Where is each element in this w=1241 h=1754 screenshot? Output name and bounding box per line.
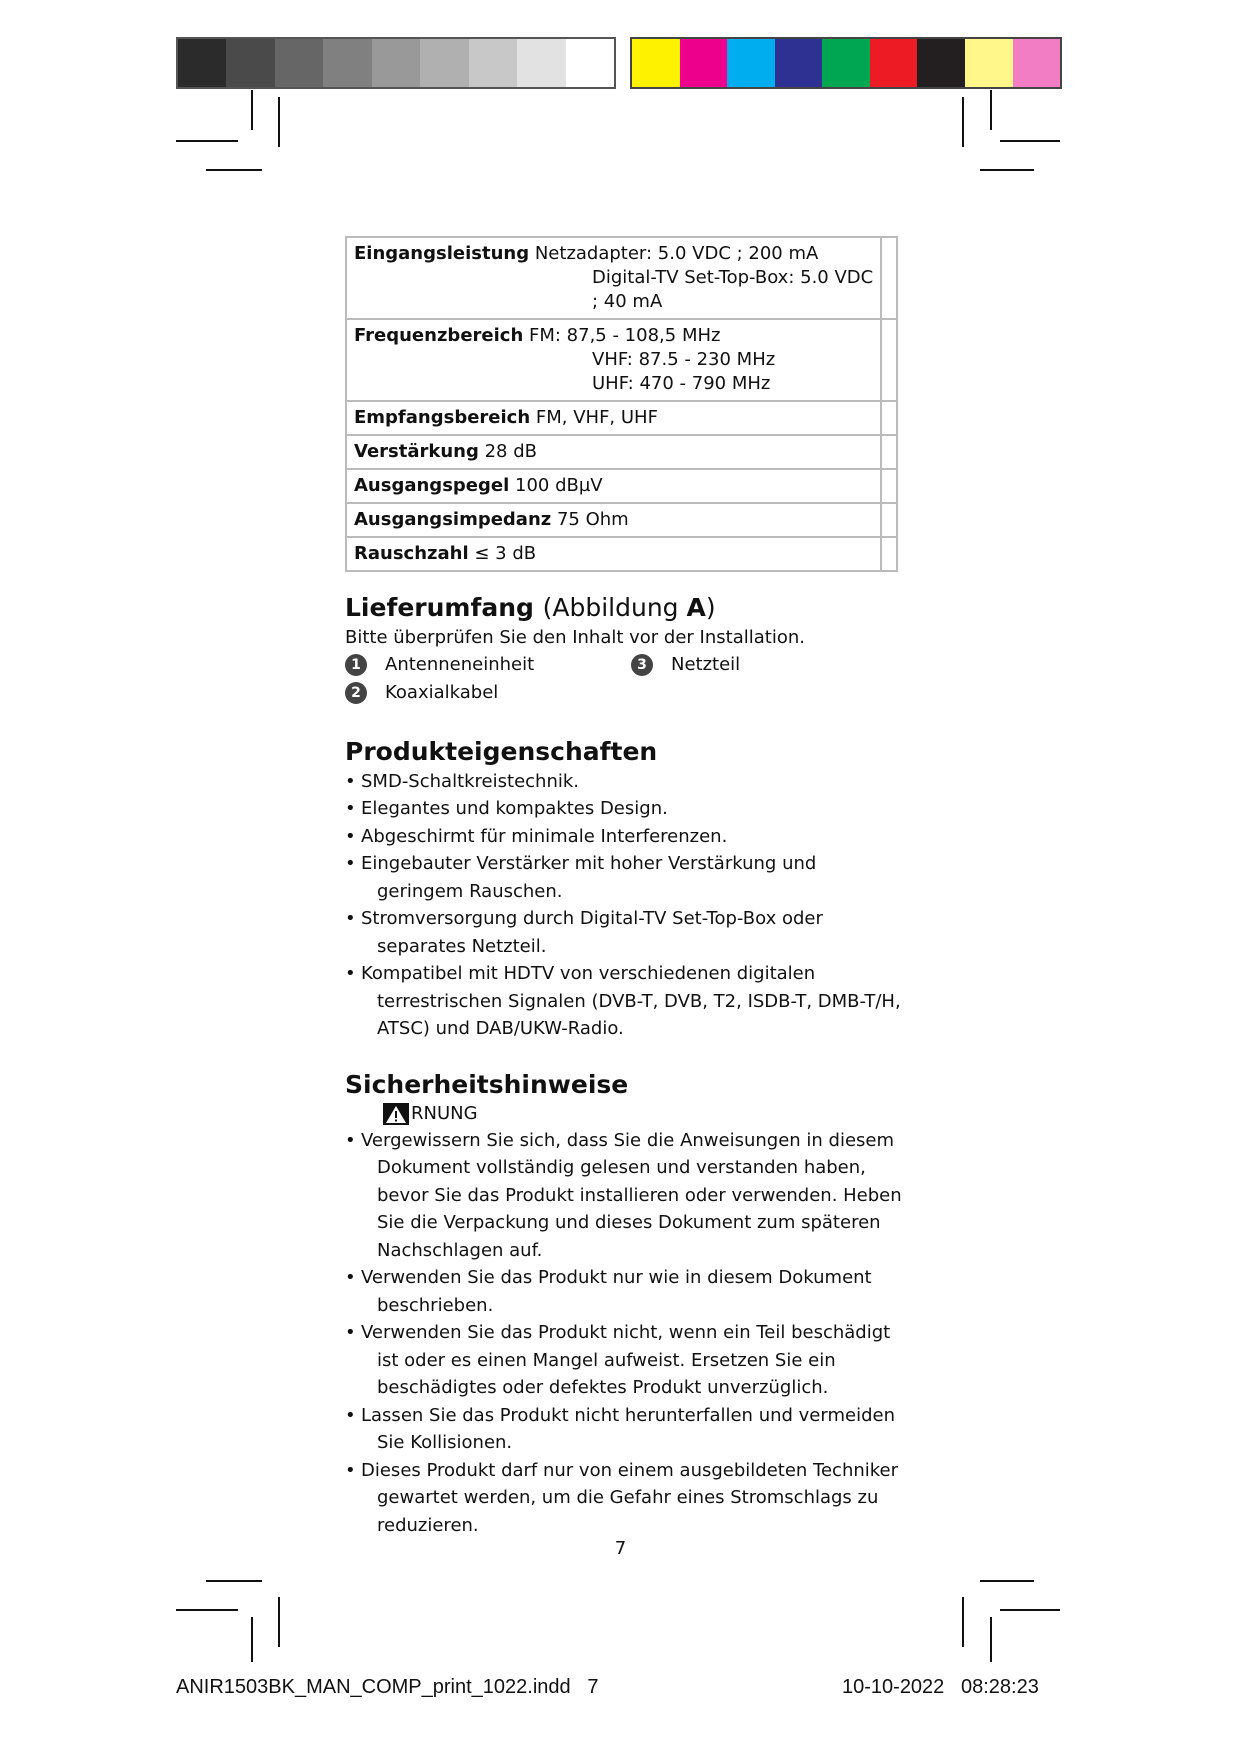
crop-mark xyxy=(962,97,964,147)
crop-mark xyxy=(990,90,992,130)
table-row xyxy=(346,435,897,469)
crop-mark xyxy=(980,1580,1034,1582)
spec-label: Frequenzbereich xyxy=(354,325,524,346)
page-content xyxy=(345,236,905,1539)
spec-cell-empty xyxy=(881,401,897,435)
spec-cell xyxy=(346,435,881,469)
spec-cell-empty xyxy=(881,537,897,571)
list-item: • Dieses Produkt darf nur von einem ausgebildeten Techniker gewartet werden, um die Gefahr eines Stromschlags zu reduzieren. xyxy=(345,1457,905,1540)
spec-extra: VHF: 87.5 - 230 MHz xyxy=(592,349,776,370)
spec-label: Rauschzahl xyxy=(354,543,469,564)
spec-value: ≤ 3 dB xyxy=(474,543,537,564)
warning-icon xyxy=(383,1103,409,1125)
crop-mark xyxy=(990,1617,992,1662)
spec-value: Netzadapter: 5.0 VDC ; 200 mA xyxy=(534,243,819,264)
crop-mark xyxy=(278,1597,280,1647)
footer-file: ANIR1503BK_MAN_COMP_print_1022.indd 7 xyxy=(176,1676,599,1698)
table-row xyxy=(346,319,897,401)
list-item: • Elegantes und kompaktes Design. xyxy=(345,795,905,823)
spec-cell-empty xyxy=(881,503,897,537)
crop-mark xyxy=(206,1580,262,1582)
crop-mark xyxy=(176,140,238,142)
left-margin xyxy=(0,0,176,1754)
spec-cell xyxy=(346,503,881,537)
spec-value: FM: 87,5 - 108,5 MHz xyxy=(529,325,721,346)
spec-cell xyxy=(346,237,881,319)
color-swatch xyxy=(965,39,1013,87)
list-item: • Stromversorgung durch Digital-TV Set-Top-Box oder separates Netzteil. xyxy=(345,905,905,960)
color-swatch xyxy=(372,39,420,87)
spec-label: Empfangsbereich xyxy=(354,407,531,428)
list-item: • Kompatibel mit HDTV von verschiedenen digitalen terrestrischen Signalen (DVB-T, DVB, T2, ISDB-T, DMB-T/H, ATSC) und DAB/UKW-Radio. xyxy=(345,960,905,1043)
crop-mark xyxy=(251,1617,253,1662)
spec-cell xyxy=(346,537,881,571)
color-swatch xyxy=(420,39,468,87)
table-row xyxy=(346,469,897,503)
page-number: 7 xyxy=(614,1538,627,1559)
list-item: 1 Antenneneinheit xyxy=(345,654,534,676)
list-item: • SMD-Schaltkreistechnik. xyxy=(345,768,905,796)
spec-label: Ausgangsimpedanz xyxy=(354,509,552,530)
spec-value: FM, VHF, UHF xyxy=(535,407,658,428)
color-swatch xyxy=(870,39,918,87)
crop-mark xyxy=(278,97,280,147)
color-swatch xyxy=(469,39,517,87)
number-badge: 1 xyxy=(345,654,367,676)
spec-value: 100 dBµV xyxy=(515,475,603,496)
spec-label: Ausgangspegel xyxy=(354,475,510,496)
lieferumfang-heading: Lieferumfang (Abbildung A) xyxy=(345,593,716,622)
spec-label: Verstärkung xyxy=(354,441,479,462)
number-badge: 2 xyxy=(345,682,367,704)
spec-cell-empty xyxy=(881,237,897,319)
crop-mark xyxy=(1000,140,1060,142)
spec-cell xyxy=(346,469,881,503)
color-swatch xyxy=(275,39,323,87)
produkteigenschaften-heading: Produkteigenschaften xyxy=(345,736,658,766)
color-swatch xyxy=(178,39,226,87)
spec-value: 28 dB xyxy=(484,441,537,462)
contents-list xyxy=(345,652,905,710)
color-swatch xyxy=(323,39,371,87)
color-swatch xyxy=(680,39,728,87)
number-badge: 3 xyxy=(631,654,653,676)
list-item: • Verwenden Sie das Produkt nur wie in diesem Dokument beschrieben. xyxy=(345,1264,905,1319)
crop-mark xyxy=(176,1609,238,1611)
spec-label: Eingangsleistung xyxy=(354,243,530,264)
warning-label: RNUNG xyxy=(383,1101,905,1127)
list-item: • Verwenden Sie das Produkt nicht, wenn ein Teil beschädigt ist oder es einen Mangel aufweist. Ersetzen Sie ein beschädigtes oder defektes Produkt unverzüglich. xyxy=(345,1319,905,1402)
spec-cell xyxy=(346,319,881,401)
lieferumfang-intro: Bitte überprüfen Sie den Inhalt vor der Installation. xyxy=(345,627,805,648)
color-swatch xyxy=(822,39,870,87)
spec-extra: ; 40 mA xyxy=(592,291,663,312)
crop-mark xyxy=(1000,1609,1060,1611)
crop-mark xyxy=(962,1597,964,1647)
color-swatch xyxy=(566,39,614,87)
color-swatch xyxy=(917,39,965,87)
color-swatch xyxy=(517,39,565,87)
spec-cell-empty xyxy=(881,319,897,401)
list-item: • Vergewissern Sie sich, dass Sie die Anweisungen in diesem Dokument vollständig gelesen und verstanden haben, bevor Sie das Produkt installieren oder verwenden. Heben Sie die Verpackung und dieses Dokument zum späteren Nachschlagen auf. xyxy=(345,1127,905,1265)
footer-timestamp: 10-10-2022 08:28:23 xyxy=(842,1676,1039,1698)
crop-mark xyxy=(980,169,1034,171)
table-row xyxy=(346,237,897,319)
crop-mark xyxy=(251,90,253,130)
spec-extra: UHF: 470 - 790 MHz xyxy=(592,373,771,394)
color-swatch xyxy=(632,39,680,87)
spec-cell-empty xyxy=(881,469,897,503)
spec-value: 75 Ohm xyxy=(556,509,629,530)
spec-cell-empty xyxy=(881,435,897,469)
crop-mark xyxy=(206,169,262,171)
sicherheitshinweise-heading: Sicherheitshinweise xyxy=(345,1069,629,1099)
list-item: 2 Koaxialkabel xyxy=(345,682,498,704)
spec-extra: Digital-TV Set-Top-Box: 5.0 VDC xyxy=(592,267,874,288)
color-swatch xyxy=(1013,39,1061,87)
color-swatch xyxy=(226,39,274,87)
table-row xyxy=(346,537,897,571)
list-item: • Lassen Sie das Produkt nicht herunterfallen und vermeiden Sie Kollisionen. xyxy=(345,1402,905,1457)
gray-calibration-bar xyxy=(176,37,616,89)
table-row xyxy=(346,503,897,537)
spec-cell xyxy=(346,401,881,435)
specs-table xyxy=(345,236,898,572)
safety-list xyxy=(345,1127,905,1540)
features-list xyxy=(345,768,905,1043)
color-calibration-bar xyxy=(630,37,1062,89)
color-swatch xyxy=(727,39,775,87)
list-item: 3 Netzteil xyxy=(631,654,740,676)
list-item: • Abgeschirmt für minimale Interferenzen. xyxy=(345,823,905,851)
table-row xyxy=(346,401,897,435)
list-item: • Eingebauter Verstärker mit hoher Verstärkung und geringem Rauschen. xyxy=(345,850,905,905)
color-swatch xyxy=(775,39,823,87)
